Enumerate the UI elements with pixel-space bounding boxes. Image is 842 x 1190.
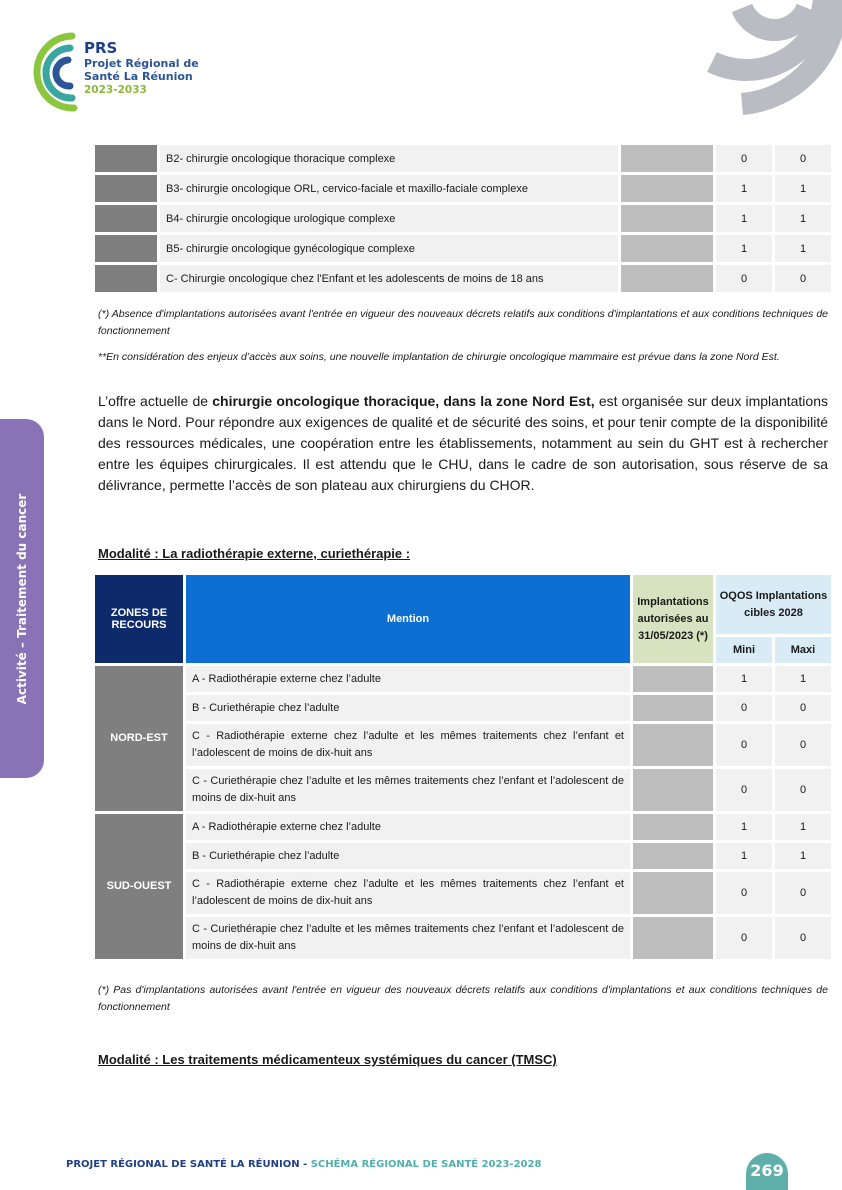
table-row xyxy=(95,872,831,914)
zone-cell xyxy=(95,175,157,202)
mini-cell: 0 xyxy=(716,695,772,721)
logo-arcs-icon xyxy=(24,30,84,115)
implantations-cell-hatched xyxy=(633,917,713,959)
mini-cell: 1 xyxy=(716,843,772,869)
logo-years: 2023-2033 xyxy=(84,84,147,96)
mini-cell: 1 xyxy=(716,175,772,202)
implantations-cell-hatched xyxy=(621,235,713,262)
mention-cell: C - Curiethérapie chez l’adulte et les mêmes traitements chez l’enfant et l’adolescent de moins de dix-huit ans xyxy=(186,769,630,811)
implantations-cell-hatched xyxy=(633,724,713,766)
footnote-absence: (*) Absence d'implantations autorisées avant l'entrée en vigueur des nouveaux décrets relatifs aux conditions d'implantations et aux conditions techniques de fonctionnement xyxy=(98,308,828,337)
implantations-cell-hatched xyxy=(633,843,713,869)
mini-cell: 1 xyxy=(716,814,772,840)
maxi-cell: 0 xyxy=(775,724,831,766)
maxi-cell: 0 xyxy=(775,695,831,721)
zone-cell xyxy=(95,205,157,232)
paragraph-text-1: L’offre actuelle de xyxy=(98,393,213,409)
implantations-cell-hatched xyxy=(633,666,713,692)
implantations-cell-hatched xyxy=(621,205,713,232)
radiotherapy-table xyxy=(92,572,834,962)
maxi-cell: 0 xyxy=(775,872,831,914)
maxi-cell: 0 xyxy=(775,145,831,172)
maxi-cell: 1 xyxy=(775,235,831,262)
body-paragraph xyxy=(98,391,828,496)
implantations-cell-hatched xyxy=(621,175,713,202)
mini-cell: 1 xyxy=(716,235,772,262)
mention-cell: B4- chirurgie oncologique urologique complexe xyxy=(160,205,618,232)
footer-schema: SCHÉMA RÉGIONAL DE SANTÉ 2023-2028 xyxy=(310,1159,542,1170)
mention-cell: B2- chirurgie oncologique thoracique complexe xyxy=(160,145,618,172)
mention-cell: B3- chirurgie oncologique ORL, cervico-faciale et maxillo-faciale complexe xyxy=(160,175,618,202)
header-mini: Mini xyxy=(716,637,772,663)
mini-cell: 0 xyxy=(716,724,772,766)
implantations-cell-hatched xyxy=(633,695,713,721)
mini-cell: 0 xyxy=(716,769,772,811)
decorative-arcs-icon xyxy=(702,0,842,140)
mention-cell: B - Curiethérapie chez l’adulte xyxy=(186,695,630,721)
section-heading-radiotherapy: Modalité : La radiothérapie externe, curiethérapie : xyxy=(98,546,411,561)
mention-cell: C - Curiethérapie chez l’adulte et les mêmes traitements chez l’enfant et l’adolescent de moins de dix-huit ans xyxy=(186,917,630,959)
maxi-cell: 1 xyxy=(775,843,831,869)
header-maxi: Maxi xyxy=(775,637,831,663)
implantations-cell-hatched xyxy=(633,872,713,914)
table-row xyxy=(95,666,831,692)
zone-cell xyxy=(95,235,157,262)
section-heading-tmsc: Modalité : Les traitements médicamenteux systémiques du cancer (TMSC) xyxy=(98,1052,557,1067)
maxi-cell: 0 xyxy=(775,265,831,292)
prs-logo xyxy=(24,30,224,115)
maxi-cell: 1 xyxy=(775,175,831,202)
page-number-badge: 269 xyxy=(746,1153,788,1190)
mention-cell: A - Radiothérapie externe chez l’adulte xyxy=(186,666,630,692)
zone-cell xyxy=(95,265,157,292)
table-row xyxy=(95,769,831,811)
implantations-cell-hatched xyxy=(633,769,713,811)
table-row xyxy=(95,145,831,172)
mini-cell: 0 xyxy=(716,917,772,959)
mention-cell: C - Radiothérapie externe chez l’adulte et les mêmes traitements chez l’enfant et l’adolescent de moins de dix-huit ans xyxy=(186,724,630,766)
table-row xyxy=(95,235,831,262)
maxi-cell: 1 xyxy=(775,205,831,232)
mini-cell: 0 xyxy=(716,145,772,172)
logo-line1: Projet Régional de xyxy=(84,57,199,70)
header-mention: Mention xyxy=(186,575,630,663)
zone-name-cell: NORD-EST xyxy=(95,666,183,811)
mention-cell: B - Curiethérapie chez l’adulte xyxy=(186,843,630,869)
header-implantations: Implantations autorisées au 31/05/2023 (*) xyxy=(633,575,713,663)
implantations-cell-hatched xyxy=(621,265,713,292)
table-row xyxy=(95,814,831,840)
side-tab-label: Activité – Traitement du cancer xyxy=(15,493,29,704)
table-row xyxy=(95,917,831,959)
logo-line2: Santé La Réunion xyxy=(84,70,193,83)
maxi-cell: 1 xyxy=(775,666,831,692)
implantations-cell-hatched xyxy=(633,814,713,840)
paragraph-text-2: est organisée sur deux implantations dans le Nord. Pour répondre aux exigences de qualité et de sécurité des soins, et pour tenir compte de la disponibilité des ressources médicales, une coopération entre les établissements, notamment au sein du GHT est à rechercher entre les équipes chirurgicales. Il est attendu que le CHU, dans le cadre de son autorisation, sous réserve de sa délivrance, permette l’accès de son plateau aux chirurgiens du CHOR. xyxy=(98,393,828,493)
footnote-mammaire: **En considération des enjeux d’accès aux soins, une nouvelle implantation de chirurgie oncologique mammaire est prévue dans la zone Nord Est. xyxy=(98,351,780,363)
mention-cell: B5- chirurgie oncologique gynécologique complexe xyxy=(160,235,618,262)
table-row xyxy=(95,175,831,202)
mention-cell: A - Radiothérapie externe chez l’adulte xyxy=(186,814,630,840)
header-zones: ZONES DE RECOURS xyxy=(95,575,183,663)
footer-project: PROJET RÉGIONAL DE SANTÉ LA RÉUNION - xyxy=(66,1159,311,1170)
mini-cell: 1 xyxy=(716,666,772,692)
table-row xyxy=(95,265,831,292)
surgery-oncology-table xyxy=(92,142,834,295)
mention-cell: C - Radiothérapie externe chez l’adulte et les mêmes traitements chez l’enfant et l’adolescent de moins de dix-huit ans xyxy=(186,872,630,914)
zone-cell xyxy=(95,145,157,172)
logo-title: PRS xyxy=(84,39,118,57)
maxi-cell: 0 xyxy=(775,769,831,811)
table-row xyxy=(95,695,831,721)
page-footer xyxy=(66,1159,541,1170)
header-oqos: OQOS Implantations cibles 2028 xyxy=(716,575,831,634)
mention-cell: C- Chirurgie oncologique chez l'Enfant et les adolescents de moins de 18 ans xyxy=(160,265,618,292)
maxi-cell: 1 xyxy=(775,814,831,840)
section-side-tab xyxy=(0,419,44,778)
table-row xyxy=(95,724,831,766)
maxi-cell: 0 xyxy=(775,917,831,959)
mini-cell: 1 xyxy=(716,205,772,232)
table-row xyxy=(95,205,831,232)
mini-cell: 0 xyxy=(716,265,772,292)
zone-name-cell: SUD-OUEST xyxy=(95,814,183,959)
mini-cell: 0 xyxy=(716,872,772,914)
implantations-cell-hatched xyxy=(621,145,713,172)
footnote-table2: (*) Pas d'implantations autorisées avant l'entrée en vigueur des nouveaux décrets relatifs aux conditions d'implantations et aux conditions techniques de fonctionnement xyxy=(98,984,828,1013)
paragraph-bold: chirurgie oncologique thoracique, dans la zone Nord Est, xyxy=(212,393,595,409)
table-row xyxy=(95,843,831,869)
